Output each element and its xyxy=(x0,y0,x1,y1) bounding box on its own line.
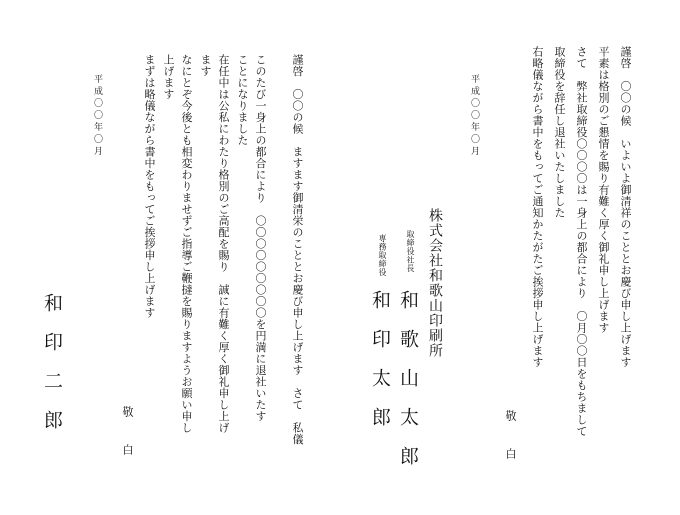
letter1-title-president: 取締役社長 xyxy=(406,230,415,273)
letter2-line-8: まずは略儀ながら書中をもってご挨拶申し上げます xyxy=(143,54,156,319)
letter1-line-1: 謹啓 〇〇の候 いよいよ御清祥のこととお慶び申し上げます xyxy=(619,46,632,368)
letter2-line-7: 上げます xyxy=(162,54,175,100)
letter2-line-1: 謹啓 〇〇の候 ますます御清栄のこととお慶び申し上げます さて 私儀 xyxy=(291,54,304,445)
letter2-line-2: このたび一身上の都合により 〇〇〇〇〇〇〇〇〇を円満に退社いたす xyxy=(254,54,267,422)
letter1-line-2: 平素は格別のご懇情を賜り有難く厚く御礼申し上げます xyxy=(597,46,610,334)
letter1-line-3: さて 弊社取締役〇〇〇〇は一身上の都合により 〇月〇〇日をもちまして xyxy=(575,46,588,437)
letter1-title-managing-director: 専務取締役 xyxy=(378,234,387,277)
letter2-date: 平成〇〇年〇月 xyxy=(92,74,102,158)
letter2-line-5: ます xyxy=(199,54,212,77)
letter2-line-6: なにとぞ今後とも相変わりませずご指導ご鞭撻を賜りますようお願い申し xyxy=(180,54,193,434)
letter2-closing: 敬 白 xyxy=(121,406,134,463)
letter1-line-4: 取締役を辞任し退社いたしました xyxy=(553,46,566,219)
letter1-date: 平成〇〇年〇月 xyxy=(469,74,479,158)
letter1-line-5: 右略儀ながら書中をもってご通知かたがたご挨拶申し上げます xyxy=(531,46,544,368)
letter2-line-4: 在任中は公私にわたり格別のご高配を賜り 誠に有難く厚く御礼申し上げ xyxy=(217,54,230,434)
company-name: 株式会社和歌山印刷所 xyxy=(427,208,443,358)
letter2-line-3: ことになりました xyxy=(236,54,249,146)
letter1-president-name: 和歌山太郎 xyxy=(397,290,419,485)
letter1-managing-director-name: 和印太郎 xyxy=(369,290,391,446)
letter2-sender-name: 和印二郎 xyxy=(41,293,63,449)
letter1-closing: 敬 白 xyxy=(504,410,517,467)
